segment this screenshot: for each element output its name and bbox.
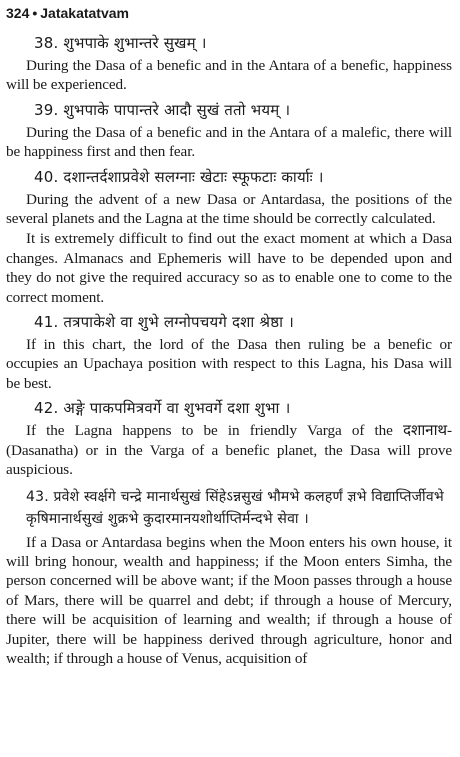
sanskrit-verse: 39. शुभपाके पापान्तरे आदौ सुखं ततो भयम् । xyxy=(34,100,291,119)
sanskrit-verse: 40. दशान्तर्दशाप्रवेशे सलग्नाः खेटाः स्फूफटाः कार्याः । xyxy=(34,167,324,186)
verse-39-section xyxy=(6,101,452,162)
translation-paragraph: If in this chart, the lord of the Dasa then ruling be a benefic or occupies an Upachaya position with respect to this Lagna, his Dasa will be best. xyxy=(6,336,452,392)
sanskrit-verse: 42. अङ्गे पाकपमित्रवर्गे वा शुभवर्गे दशा शुभा । xyxy=(34,399,291,418)
running-head xyxy=(6,4,452,22)
header-separator: • xyxy=(32,5,38,21)
translation-paragraph: If a Dasa or Antardasa begins when the Moon enters his own house, it will bring honour, wealth and happiness; if the Moon enters Simha, the person concerned will be above want; if the Moon passes through a house of Mars, there will be quarrel and debt; if through a house of Mercury, there will be acquisition of learning and wealth; if through a house of Jupiter, there will be happiness derived through agriculture, honor and wealth; if through a house of Venus, acquisition of xyxy=(6,533,452,667)
translation-paragraph: If the Lagna happens to be in friendly Varga of the दशानाथ-(Dasanatha) or in the Varga of a benefic planet, the Dasa will prove auspicious. xyxy=(6,422,452,479)
book-page xyxy=(6,4,452,674)
page-number: 324 xyxy=(6,5,30,21)
verse-43-section xyxy=(6,486,452,669)
translation-paragraph: During the Dasa of a benefic and in the Antara of a benefic, happiness will be experienced. xyxy=(6,57,452,94)
sanskrit-verse: 38. शुभपाके शुभान्तरे सुखम् । xyxy=(34,34,207,52)
verse-41-section xyxy=(6,313,452,393)
translation-paragraph: During the advent of a new Dasa or Antardasa, the positions of the several planets and the Lagna at the time should be correctly calculated. xyxy=(6,190,452,228)
verse-42-section xyxy=(6,399,452,479)
book-title: Jatakatatvam xyxy=(40,5,129,21)
sanskrit-verse: 41. तत्रपाकेशे वा शुभे लग्नोपचयगे दशा श्रेष्ठा । xyxy=(34,313,295,332)
sanskrit-verse: 43. प्रवेशे स्वर्क्षगे चन्द्रे मानार्थसुखं सिंहेऽन्नसुखं भौमभे कलहर्णं ज्ञभे विद्याप्तिर्जीवभे कृषिमानार्थसुखं शुक्रभे कुदारमानयशोर्थाप्तिर्मन्दभे सेवा । xyxy=(26,488,444,527)
verse-38-section xyxy=(6,34,452,95)
verse-40-section xyxy=(6,168,452,307)
commentary-paragraph: It is extremely difficult to find out the exact moment at which a Dasa changes. Almanacs and Ephemeris will have to be depended upon and they do not give the required accuracy so as to enable one to come to the correct moment. xyxy=(6,230,452,306)
translation-paragraph: During the Dasa of a benefic and in the Antara of a malefic, there will be happiness first and then fear. xyxy=(6,123,452,161)
